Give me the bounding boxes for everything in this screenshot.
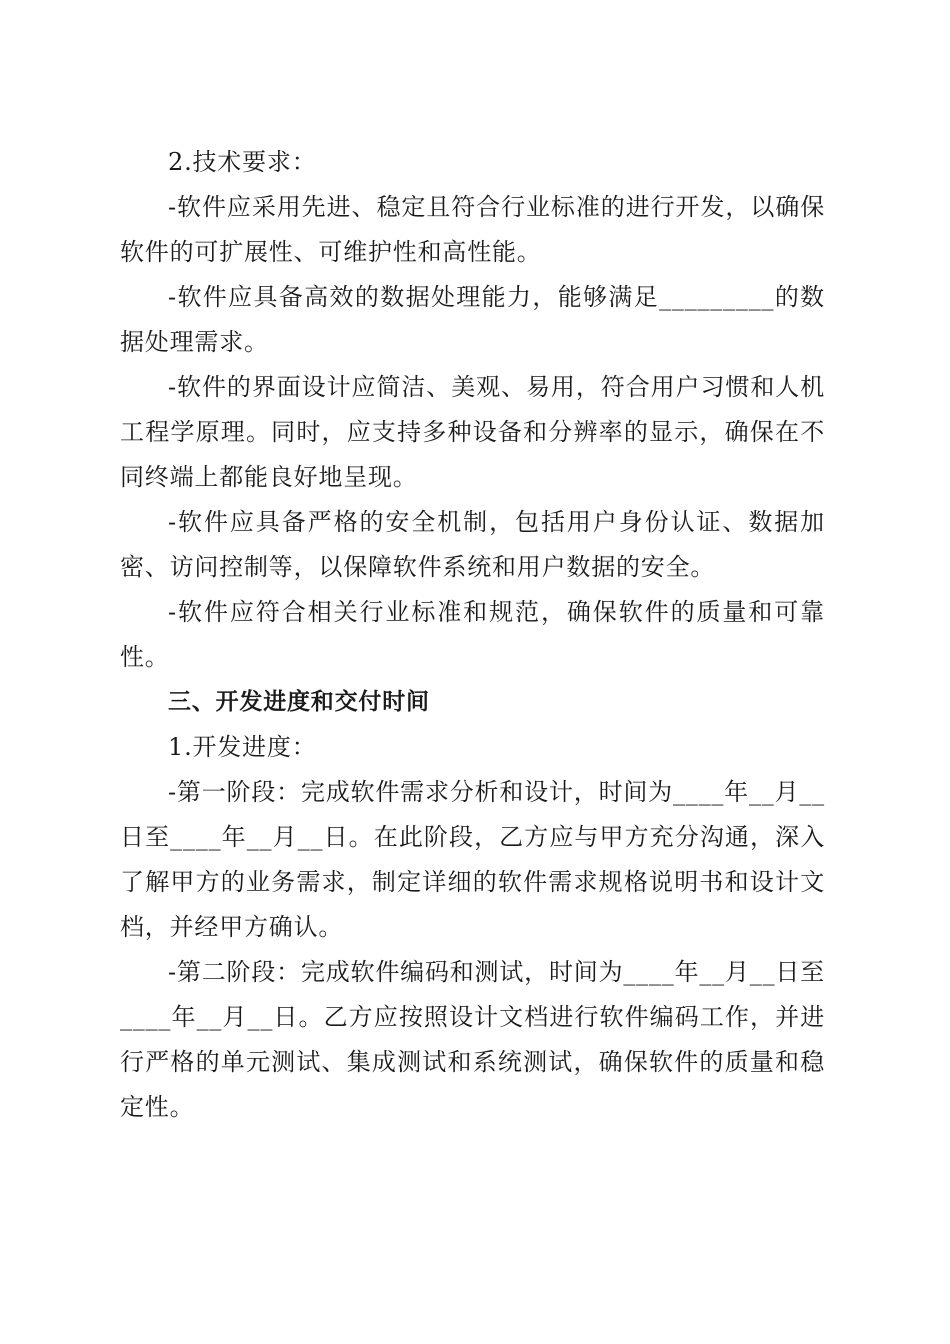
tech-requirement-architecture: -软件应采用先进、稳定且符合行业标准的进行开发，以确保软件的可扩展性、可维护性和高性能。 [120,193,825,266]
tech-requirement-standards: -软件应符合相关行业标准和规范，确保软件的质量和可靠性。 [120,598,825,671]
progress-subtitle: 1.开发进度： [168,733,317,761]
document-page [120,140,825,1130]
section-heading-schedule: 三、开发进度和交付时间 [168,689,430,715]
tech-requirement-security: -软件应具备严格的安全机制，包括用户身份认证、数据加密、访问控制等，以保障软件系统和用户数据的安全。 [120,508,825,581]
tech-requirement-ui-design: -软件的界面设计应简洁、美观、易用，符合用户习惯和人机工程学原理。同时，应支持多种设备和分辨率的显示，确保在不同终端上都能良好地呈现。 [120,373,825,491]
phase-one-paragraph: -第一阶段：完成软件需求分析和设计，时间为____年__月__日至____年__月__日。在此阶段，乙方应与甲方充分沟通，深入了解甲方的业务需求，制定详细的软件需求规格说明书和设计文档，并经甲方确认。 [120,778,825,941]
tech-requirement-data-processing: -软件应具备高效的数据处理能力，能够满足_________的数据处理需求。 [120,283,825,356]
phase-two-paragraph: -第二阶段：完成软件编码和测试，时间为____年__月__日至____年__月__日。乙方应按照设计文档进行软件编码工作，并进行严格的单元测试、集成测试和系统测试，确保软件的质量和稳定性。 [120,958,825,1121]
tech-requirements-title: 2.技术要求： [168,148,317,176]
